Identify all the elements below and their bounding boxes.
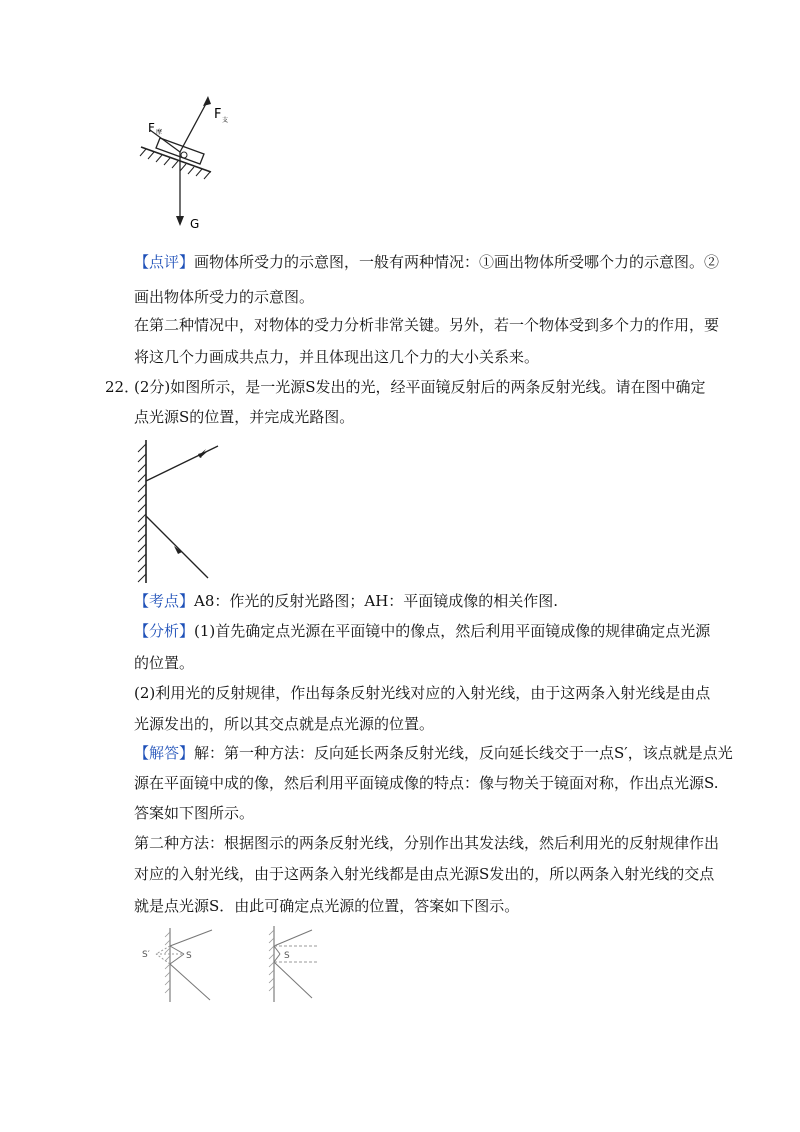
- jieda-line-2: 源在平面镜中成的像，然后利用平面镜成像的特点：像与物关于镜面对称，作出点光源S.: [134, 774, 719, 792]
- comment-tag: 【点评】: [134, 253, 195, 271]
- svg-text:摩: 摩: [156, 129, 163, 136]
- s-label: S: [186, 951, 192, 961]
- mirror-diagram: [136, 438, 226, 586]
- fenxi-line-1: 【分析】(1)首先确定点光源在平面镜中的像点，然后利用平面镜成像的规律确定点光源: [134, 622, 711, 640]
- fenxi-tag: 【分析】: [134, 622, 195, 640]
- question-line-2: 点光源S的位置，并完成光路图。: [134, 408, 355, 426]
- friction-label: F: [148, 121, 155, 135]
- comment-line-1: 【点评】画物体所受力的示意图，一般有两种情况：①画出物体所受哪个力的示意图。②: [134, 253, 720, 271]
- jieda-tag: 【解答】: [134, 744, 195, 762]
- jieda-line-3: 答案如下图所示。: [134, 804, 255, 822]
- jieda-line-1: 【解答】解：第一种方法：反向延长两条反射光线，反向延长线交于一点S′，该点就是点光: [134, 744, 733, 762]
- kaodian-tag: 【考点】: [134, 592, 195, 610]
- comment-line-4: 将这几个力画成共点力，并且体现出这几个力的大小关系来。: [134, 348, 540, 366]
- comment-line-2: 画出物体所受力的示意图。: [134, 288, 315, 306]
- gravity-label: G: [190, 217, 200, 231]
- s-prime-label: S′: [142, 950, 150, 960]
- answer-figure-method-2: [262, 924, 332, 1004]
- question-line-1: (2分)如图所示，是一光源S发出的光，经平面镜反射后的两条反射光线。请在图中确定: [134, 378, 706, 396]
- support-force-label: F: [214, 107, 222, 122]
- jieda-line-4: 第二种方法：根据图示的两条反射光线，分别作出其发法线，然后利用光的反射规律作出: [134, 834, 720, 852]
- answer-figure-method-1: [140, 926, 230, 1004]
- jieda-line-6: 就是点光源S．由此可确定点光源的位置，答案如下图示。: [134, 897, 520, 915]
- comment-line-3: 在第二种情况中，对物体的受力分析非常关键。另外，若一个物体受到多个力的作用，要: [134, 316, 720, 334]
- fenxi-line-4: 光源发出的，所以其交点就是点光源的位置。: [134, 715, 435, 733]
- s-label-2: S: [284, 951, 290, 961]
- kaodian-line: 【考点】A8：作光的反射光路图；AH：平面镜成像的相关作图.: [134, 592, 559, 610]
- force-diagram: [136, 92, 246, 232]
- svg-text:支: 支: [222, 117, 229, 124]
- fenxi-line-3: (2)利用光的反射规律，作出每条反射光线对应的入射光线，由于这两条入射光线是由点: [134, 684, 711, 702]
- jieda-line-5: 对应的入射光线，由于这两条入射光线都是由点光源S发出的，所以两条入射光线的交点: [134, 865, 715, 883]
- question-number: 22．: [105, 378, 140, 396]
- fenxi-line-2: 的位置。: [134, 654, 195, 672]
